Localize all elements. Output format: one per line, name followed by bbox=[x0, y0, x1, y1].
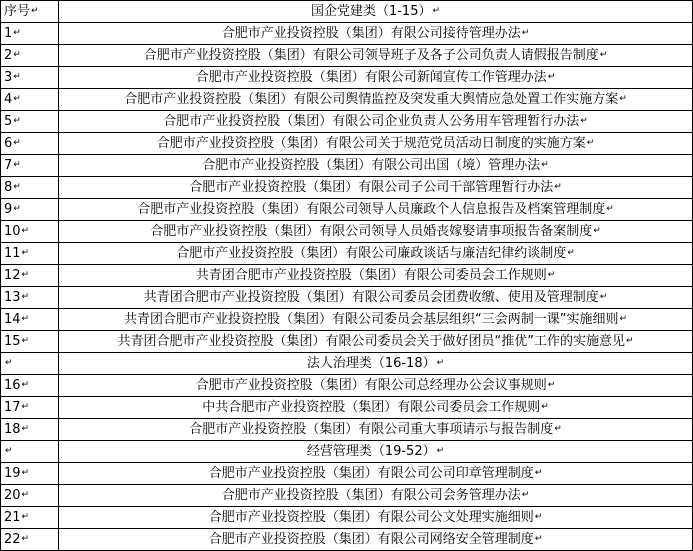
paragraph-mark-icon: ↵ bbox=[13, 204, 21, 214]
header-title-cell bbox=[59, 1, 693, 23]
document-title: 合肥市产业投资控股（集团）有限公司网络安全管理制度 bbox=[208, 532, 534, 547]
document-title-cell bbox=[59, 155, 693, 177]
section-title-cell bbox=[59, 353, 693, 375]
paragraph-mark-icon: ↵ bbox=[13, 50, 21, 60]
table-row bbox=[1, 111, 693, 133]
document-title-cell bbox=[59, 375, 693, 397]
row-number-cell bbox=[1, 463, 59, 485]
table-row bbox=[1, 331, 693, 353]
document-title-cell bbox=[59, 287, 693, 309]
document-title: 合肥市产业投资控股（集团）有限公司会务管理办法 bbox=[221, 488, 521, 503]
row-number-cell bbox=[1, 485, 59, 507]
row-number: 11 bbox=[4, 246, 21, 261]
row-number: 5 bbox=[4, 114, 13, 129]
table-row bbox=[1, 23, 693, 45]
document-title: 共青团合肥市产业投资控股（集团）有限公司委员会基层组织“三会两制一课”实施细则 bbox=[123, 312, 619, 327]
table-row bbox=[1, 265, 693, 287]
paragraph-mark-icon: ↵ bbox=[21, 490, 30, 500]
row-number: 22 bbox=[4, 532, 21, 547]
header-number-cell bbox=[1, 1, 59, 23]
document-title-cell bbox=[59, 199, 693, 221]
document-title: 合肥市产业投资控股（集团）有限公司重大事项请示与报告制度 bbox=[189, 422, 554, 437]
document-title-cell bbox=[59, 45, 693, 67]
paragraph-mark-icon: ↵ bbox=[593, 226, 601, 236]
row-number: 2 bbox=[4, 48, 13, 63]
row-number-cell bbox=[1, 155, 59, 177]
paragraph-mark-icon: ↵ bbox=[21, 314, 30, 324]
paragraph-mark-icon: ↵ bbox=[21, 270, 30, 280]
paragraph-mark-icon: ↵ bbox=[547, 380, 556, 390]
paragraph-mark-icon: ↵ bbox=[13, 28, 21, 38]
row-number-cell bbox=[1, 309, 59, 331]
document-title: 合肥市产业投资控股（集团）有限公司子公司干部管理暂行办法 bbox=[189, 180, 554, 195]
paragraph-mark-icon: ↵ bbox=[534, 534, 543, 544]
table-row bbox=[1, 177, 693, 199]
paragraph-mark-icon: ↵ bbox=[580, 116, 588, 126]
row-number: 18 bbox=[4, 422, 21, 437]
row-number-cell bbox=[1, 67, 59, 89]
table-row bbox=[1, 133, 693, 155]
document-title-cell bbox=[59, 485, 693, 507]
document-title: 合肥市产业投资控股（集团）有限公司关于规范党员活动日制度的实施方案 bbox=[156, 136, 586, 151]
paragraph-mark-icon: ↵ bbox=[541, 402, 549, 412]
row-number-cell bbox=[1, 199, 59, 221]
table-row bbox=[1, 375, 693, 397]
document-title: 中共合肥市产业投资控股（集团）有限公司委员会工作规则 bbox=[202, 400, 541, 415]
row-number-cell bbox=[1, 529, 59, 551]
section-header-row bbox=[1, 353, 693, 375]
row-number-cell bbox=[1, 23, 59, 45]
document-title-cell bbox=[59, 23, 693, 45]
paragraph-mark-icon: ↵ bbox=[547, 72, 556, 82]
paragraph-mark-icon: ↵ bbox=[21, 292, 30, 302]
row-number: 9 bbox=[4, 202, 13, 217]
row-number: 4 bbox=[4, 92, 13, 107]
document-title: 合肥市产业投资控股（集团）有限公司企业负责人公务用车管理暂行办法 bbox=[163, 114, 580, 129]
row-number: 14 bbox=[4, 312, 21, 327]
row-number: 20 bbox=[4, 488, 21, 503]
paragraph-mark-icon: ↵ bbox=[625, 336, 634, 346]
document-title: 合肥市产业投资控股（集团）有限公司领导班子及各子公司负责人请假报告制度 bbox=[143, 48, 599, 63]
row-number: 19 bbox=[4, 466, 21, 481]
document-title-cell bbox=[59, 507, 693, 529]
document-title-cell bbox=[59, 419, 693, 441]
document-title: 合肥市产业投资控股（集团）有限公司总经理办公会议事规则 bbox=[195, 378, 547, 393]
paragraph-mark-icon: ↵ bbox=[21, 424, 30, 434]
paragraph-mark-icon: ↵ bbox=[21, 380, 30, 390]
paragraph-mark-icon: ↵ bbox=[619, 94, 627, 104]
paragraph-mark-icon: ↵ bbox=[521, 490, 530, 500]
row-number-cell bbox=[1, 111, 59, 133]
row-number-cell bbox=[1, 441, 59, 463]
document-title-cell bbox=[59, 463, 693, 485]
section-title: 经营管理类（19-52） bbox=[306, 444, 436, 459]
table-row bbox=[1, 67, 693, 89]
row-number-cell bbox=[1, 243, 59, 265]
header-number-label: 序号 bbox=[4, 4, 31, 19]
paragraph-mark-icon: ↵ bbox=[21, 512, 30, 522]
paragraph-mark-icon: ↵ bbox=[13, 182, 21, 192]
paragraph-mark-icon: ↵ bbox=[21, 534, 30, 544]
paragraph-mark-icon: ↵ bbox=[567, 248, 575, 258]
document-title: 共青团合肥市产业投资控股（集团）有限公司委员会团费收缴、使用及管理制度 bbox=[143, 290, 599, 305]
row-number-cell bbox=[1, 45, 59, 67]
row-number-cell bbox=[1, 287, 59, 309]
document-title: 合肥市产业投资控股（集团）有限公司领导人员婚丧嫁娶请事项报告备案制度 bbox=[150, 224, 593, 239]
row-number-cell bbox=[1, 89, 59, 111]
table-row bbox=[1, 155, 693, 177]
document-title: 合肥市产业投资控股（集团）有限公司新闻宣传工作管理办法 bbox=[195, 70, 547, 85]
table-row bbox=[1, 529, 693, 551]
paragraph-mark-icon: ↵ bbox=[13, 94, 21, 104]
row-number: 21 bbox=[4, 510, 21, 525]
document-title-cell bbox=[59, 243, 693, 265]
document-title: 合肥市产业投资控股（集团）有限公司廉政谈话与廉洁纪律约谈制度 bbox=[176, 246, 567, 261]
document-title-cell bbox=[59, 265, 693, 287]
table-row bbox=[1, 243, 693, 265]
paragraph-mark-icon: ↵ bbox=[541, 160, 549, 170]
document-title: 合肥市产业投资控股（集团）有限公司接待管理办法 bbox=[221, 26, 521, 41]
document-title-cell bbox=[59, 309, 693, 331]
document-title: 合肥市产业投资控股（集团）有限公司公司印章管理制度 bbox=[208, 466, 534, 481]
header-row bbox=[1, 1, 693, 23]
table-row bbox=[1, 485, 693, 507]
row-number-cell bbox=[1, 419, 59, 441]
row-number: 6 bbox=[4, 136, 13, 151]
table-row bbox=[1, 199, 693, 221]
document-title-cell bbox=[59, 221, 693, 243]
paragraph-mark-icon: ↵ bbox=[534, 512, 543, 522]
paragraph-mark-icon: ↵ bbox=[619, 314, 628, 324]
paragraph-mark-icon: ↵ bbox=[547, 270, 556, 280]
row-number-cell bbox=[1, 397, 59, 419]
row-number: 13 bbox=[4, 290, 21, 305]
section-title: 法人治理类（16-18） bbox=[306, 356, 436, 371]
section-title-cell bbox=[59, 441, 693, 463]
document-title: 合肥市产业投资控股（集团）有限公司领导人员廉政个人信息报告及档案管理制度 bbox=[137, 202, 606, 217]
table-row bbox=[1, 507, 693, 529]
paragraph-mark-icon: ↵ bbox=[599, 50, 608, 60]
row-number-cell bbox=[1, 375, 59, 397]
table-row bbox=[1, 45, 693, 67]
paragraph-mark-icon: ↵ bbox=[432, 6, 441, 16]
paragraph-mark-icon: ↵ bbox=[521, 28, 530, 38]
document-title: 共青团合肥市产业投资控股（集团）有限公司委员会关于做好团员“推优”工作的实施意见 bbox=[117, 334, 625, 349]
row-number: 1 bbox=[4, 26, 13, 41]
paragraph-mark-icon: ↵ bbox=[13, 138, 21, 148]
row-number-cell bbox=[1, 353, 59, 375]
paragraph-mark-icon: ↵ bbox=[13, 116, 21, 126]
row-number: 8 bbox=[4, 180, 13, 195]
table-row bbox=[1, 89, 693, 111]
row-number: 15 bbox=[4, 334, 21, 349]
paragraph-mark-icon: ↵ bbox=[21, 226, 30, 236]
paragraph-mark-icon: ↵ bbox=[21, 468, 30, 478]
document-title: 合肥市产业投资控股（集团）有限公司公文处理实施细则 bbox=[208, 510, 534, 525]
document-title: 共青团合肥市产业投资控股（集团）有限公司委员会工作规则 bbox=[195, 268, 547, 283]
row-number-cell bbox=[1, 507, 59, 529]
paragraph-mark-icon: ↵ bbox=[599, 292, 608, 302]
table-row bbox=[1, 221, 693, 243]
row-number: 7 bbox=[4, 158, 13, 173]
paragraph-mark-icon: ↵ bbox=[586, 138, 595, 148]
section-title: 国企党建类（1-15） bbox=[310, 4, 432, 19]
paragraph-mark-icon: ↵ bbox=[31, 6, 39, 16]
paragraph-mark-icon: ↵ bbox=[13, 160, 21, 170]
document-title: 合肥市产业投资控股（集团）有限公司舆情监控及突发重大舆情应急处置工作实施方案 bbox=[124, 92, 619, 107]
row-number: 12 bbox=[4, 268, 21, 283]
document-title: 合肥市产业投资控股（集团）有限公司出国（境）管理办法 bbox=[202, 158, 541, 173]
table-row bbox=[1, 463, 693, 485]
paragraph-mark-icon: ↵ bbox=[436, 446, 445, 456]
row-number-cell bbox=[1, 133, 59, 155]
row-number-cell bbox=[1, 221, 59, 243]
paragraph-mark-icon: ↵ bbox=[606, 204, 614, 214]
paragraph-mark-icon: ↵ bbox=[554, 182, 562, 192]
table-row bbox=[1, 397, 693, 419]
section-header-row bbox=[1, 441, 693, 463]
document-title-cell bbox=[59, 397, 693, 419]
table-row bbox=[1, 287, 693, 309]
row-number-cell bbox=[1, 177, 59, 199]
paragraph-mark-icon: ↵ bbox=[5, 358, 13, 368]
document-title-cell bbox=[59, 529, 693, 551]
paragraph-mark-icon: ↵ bbox=[534, 468, 543, 478]
document-title-cell bbox=[59, 89, 693, 111]
row-number: 17 bbox=[4, 400, 21, 415]
paragraph-mark-icon: ↵ bbox=[436, 358, 445, 368]
row-number-cell bbox=[1, 331, 59, 353]
paragraph-mark-icon: ↵ bbox=[13, 72, 21, 82]
document-title-cell bbox=[59, 111, 693, 133]
table-row bbox=[1, 419, 693, 441]
document-title-cell bbox=[59, 177, 693, 199]
paragraph-mark-icon: ↵ bbox=[21, 402, 30, 412]
paragraph-mark-icon: ↵ bbox=[21, 248, 30, 258]
row-number: 3 bbox=[4, 70, 13, 85]
row-number: 16 bbox=[4, 378, 21, 393]
paragraph-mark-icon: ↵ bbox=[554, 424, 562, 434]
paragraph-mark-icon: ↵ bbox=[21, 336, 30, 346]
document-title-cell bbox=[59, 331, 693, 353]
row-number: 10 bbox=[4, 224, 21, 239]
paragraph-mark-icon: ↵ bbox=[5, 446, 13, 456]
row-number-cell bbox=[1, 265, 59, 287]
table-row bbox=[1, 309, 693, 331]
document-title-cell bbox=[59, 133, 693, 155]
document-title-cell bbox=[59, 67, 693, 89]
